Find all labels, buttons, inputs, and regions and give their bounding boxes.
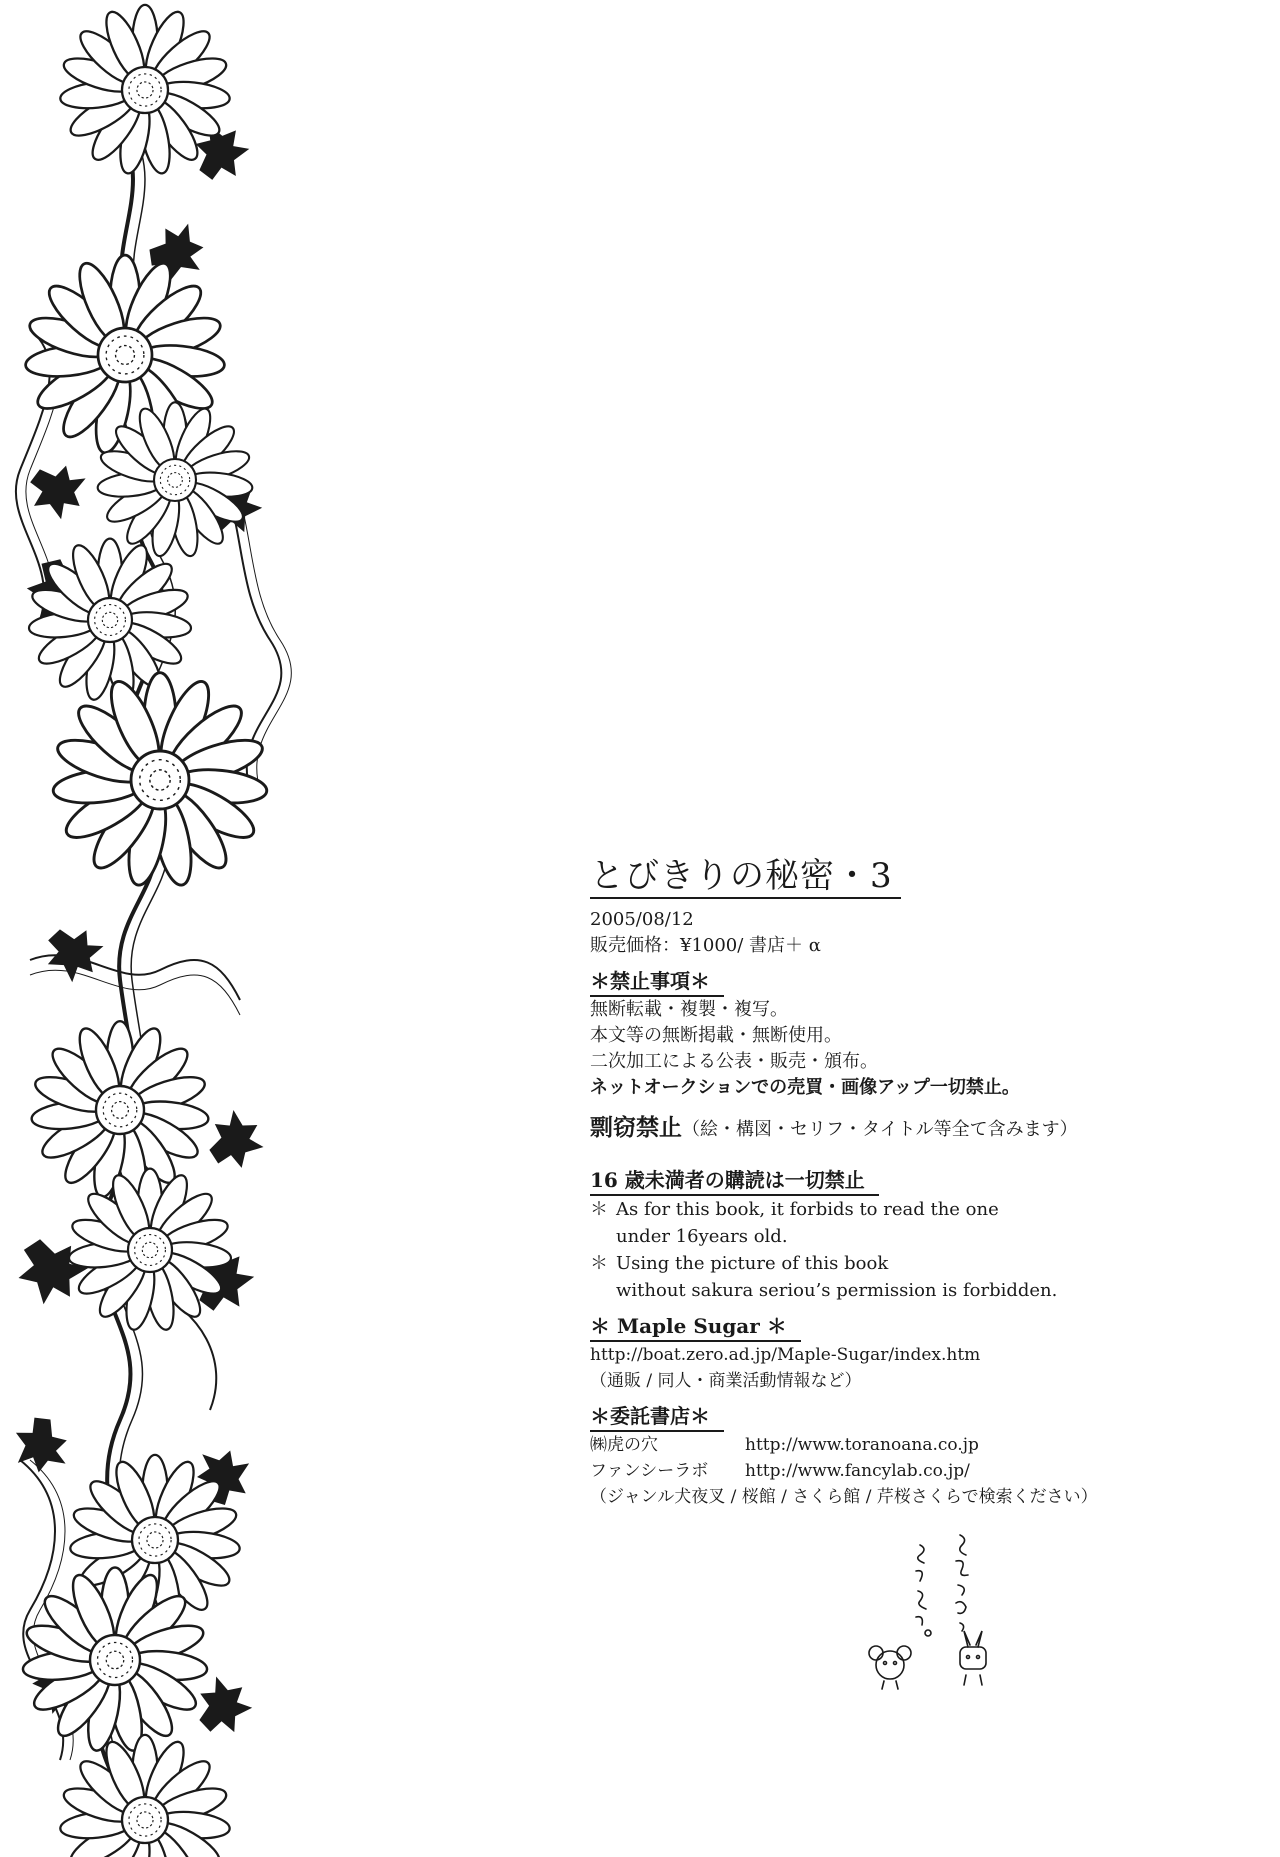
shops-note: （ジャンル犬夜叉 / 桜館 / さくら館 / 芹桜さくらで検索ください） <box>590 1487 1098 1507</box>
circle-note: （通販 / 同人・商業活動情報など） <box>590 1371 862 1391</box>
shop-url: http://www.toranoana.co.jp <box>745 1435 979 1455</box>
english-notice-text: Using the picture of this book <box>616 1253 889 1274</box>
plagiarism-main: 剽窃禁止 <box>590 1114 682 1141</box>
price: 販売価格：¥1000/ 書店＋ α <box>590 935 821 956</box>
auction-prohibition: ネットオークションでの売買・画像アップ一切禁止。 <box>590 1077 1020 1098</box>
plagiarism-note: （絵・構図・セリフ・タイトル等全て含みます） <box>682 1119 1078 1140</box>
plagiarism-notice <box>590 1109 1210 1142</box>
asterisk-mark: ＊ <box>590 1199 608 1220</box>
prohibition-item: 無断転載・複製・複写。 <box>590 999 788 1020</box>
colophon <box>590 855 1210 1510</box>
flower-vine-illustration <box>0 0 300 1857</box>
english-notice-text: As for this book, it forbids to read the one <box>616 1199 999 1220</box>
thank-you-signature <box>850 1515 1010 1695</box>
circle-url: http://boat.zero.ad.jp/Maple-Sugar/index.htm <box>590 1345 981 1365</box>
circle-heading: ＊ Maple Sugar ＊ <box>590 1312 801 1342</box>
prohibition-item: 二次加工による公表・販売・頒布。 <box>590 1051 878 1072</box>
prohibition-item: 本文等の無断掲載・無断使用。 <box>590 1025 842 1046</box>
english-notice <box>590 1250 1210 1277</box>
age-notice-heading: 16 歳未満者の購読は一切禁止 <box>590 1166 879 1196</box>
shop-url: http://www.fancylab.co.jp/ <box>745 1461 970 1481</box>
shop-row <box>590 1458 1210 1484</box>
publish-date: 2005/08/12 <box>590 909 694 930</box>
shop-name: ㈱虎の穴 <box>590 1435 658 1455</box>
book-title: とびきりの秘密・3 <box>590 855 901 899</box>
shop-row <box>590 1432 1210 1458</box>
shop-name: ファンシーラボ <box>590 1461 709 1481</box>
english-notice-cont: without sakura seriou’s permission is forbidden. <box>616 1280 1058 1301</box>
shops-heading: ＊委託書店＊ <box>590 1402 724 1432</box>
english-notice <box>590 1196 1210 1223</box>
english-notice-cont: under 16years old. <box>616 1226 788 1247</box>
prohibitions-heading: ＊禁止事項＊ <box>590 967 724 997</box>
asterisk-mark: ＊ <box>590 1253 608 1274</box>
